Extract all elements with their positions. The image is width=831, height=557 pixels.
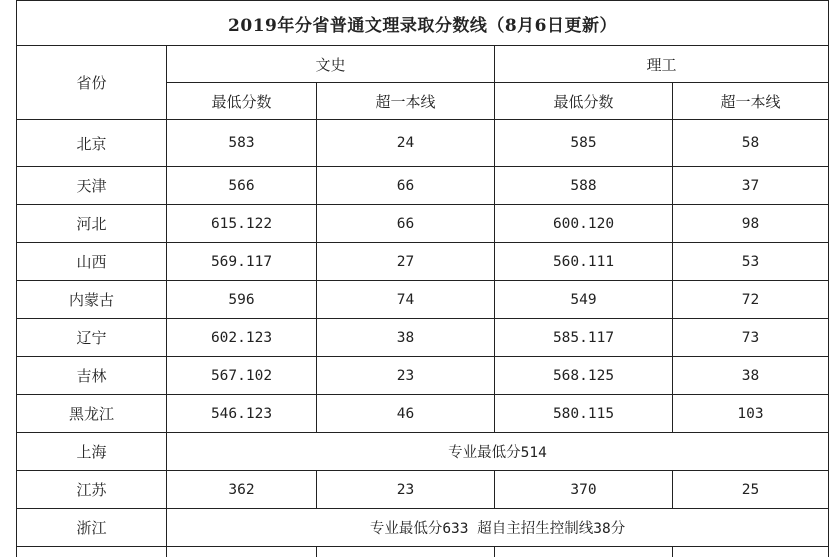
arts-min-score-cell: 546.123: [167, 395, 317, 433]
header-arts-above-tier1: 超一本线: [317, 83, 495, 120]
science-min-score-cell: 568.125: [495, 357, 673, 395]
table-row-partial: [17, 547, 829, 557]
science-above-tier1-cell: 72: [673, 281, 829, 319]
science-min-score-cell: 549: [495, 281, 673, 319]
province-cell: 黑龙江: [17, 395, 167, 433]
province-cell: 江苏: [17, 471, 167, 509]
shanghai-note-cell: 专业最低分514: [167, 433, 829, 471]
science-min-score-cell: 560.111: [495, 243, 673, 281]
science-min-score-cell: 585: [495, 120, 673, 167]
province-cell: 天津: [17, 167, 167, 205]
partial-cell: [495, 547, 673, 557]
arts-min-score-cell: 596: [167, 281, 317, 319]
arts-above-tier1-cell: 74: [317, 281, 495, 319]
arts-above-tier1-cell: 38: [317, 319, 495, 357]
header-arts-min-score: 最低分数: [167, 83, 317, 120]
arts-min-score-cell: 615.122: [167, 205, 317, 243]
science-min-score-cell: 370: [495, 471, 673, 509]
science-min-score-cell: 600.120: [495, 205, 673, 243]
table-row: [17, 357, 829, 395]
science-above-tier1-cell: 25: [673, 471, 829, 509]
header-group-arts: 文史: [167, 46, 495, 83]
admission-score-table: [16, 0, 829, 557]
science-min-score-cell: 588: [495, 167, 673, 205]
province-cell: 上海: [17, 433, 167, 471]
table-row-zhejiang: [17, 509, 829, 547]
table-row: [17, 319, 829, 357]
province-cell: 内蒙古: [17, 281, 167, 319]
science-min-score-cell: 580.115: [495, 395, 673, 433]
arts-above-tier1-cell: 24: [317, 120, 495, 167]
table-row: [17, 205, 829, 243]
table-row: [17, 243, 829, 281]
partial-cell: [317, 547, 495, 557]
table-row: [17, 281, 829, 319]
header-group-science: 理工: [495, 46, 829, 83]
science-above-tier1-cell: 38: [673, 357, 829, 395]
province-cell: 浙江: [17, 509, 167, 547]
arts-above-tier1-cell: 66: [317, 205, 495, 243]
table-row: [17, 120, 829, 167]
science-above-tier1-cell: 103: [673, 395, 829, 433]
table-row-shanghai: [17, 433, 829, 471]
science-min-score-cell: 585.117: [495, 319, 673, 357]
province-cell: 辽宁: [17, 319, 167, 357]
partial-cell: [673, 547, 829, 557]
arts-min-score-cell: 567.102: [167, 357, 317, 395]
arts-above-tier1-cell: 66: [317, 167, 495, 205]
header-science-above-tier1: 超一本线: [673, 83, 829, 120]
science-above-tier1-cell: 58: [673, 120, 829, 167]
province-cell: 山西: [17, 243, 167, 281]
table-row-jiangsu: [17, 471, 829, 509]
arts-min-score-cell: 583: [167, 120, 317, 167]
arts-above-tier1-cell: 46: [317, 395, 495, 433]
table-title: 2019年分省普通文理录取分数线（8月6日更新）: [17, 1, 829, 46]
arts-min-score-cell: 569.117: [167, 243, 317, 281]
arts-min-score-cell: 602.123: [167, 319, 317, 357]
science-above-tier1-cell: 53: [673, 243, 829, 281]
province-cell: 吉林: [17, 357, 167, 395]
province-cell: 河北: [17, 205, 167, 243]
science-above-tier1-cell: 37: [673, 167, 829, 205]
arts-min-score-cell: 566: [167, 167, 317, 205]
table-row: [17, 167, 829, 205]
arts-above-tier1-cell: 23: [317, 471, 495, 509]
partial-cell: [17, 547, 167, 557]
score-table-frame: [16, 0, 831, 557]
province-cell: 北京: [17, 120, 167, 167]
science-above-tier1-cell: 73: [673, 319, 829, 357]
arts-min-score-cell: 362: [167, 471, 317, 509]
arts-above-tier1-cell: 27: [317, 243, 495, 281]
arts-above-tier1-cell: 23: [317, 357, 495, 395]
science-above-tier1-cell: 98: [673, 205, 829, 243]
partial-cell: [167, 547, 317, 557]
table-row: [17, 395, 829, 433]
zhejiang-note-cell: 专业最低分633 超自主招生控制线38分: [167, 509, 829, 547]
header-province: 省份: [17, 46, 167, 120]
header-science-min-score: 最低分数: [495, 83, 673, 120]
